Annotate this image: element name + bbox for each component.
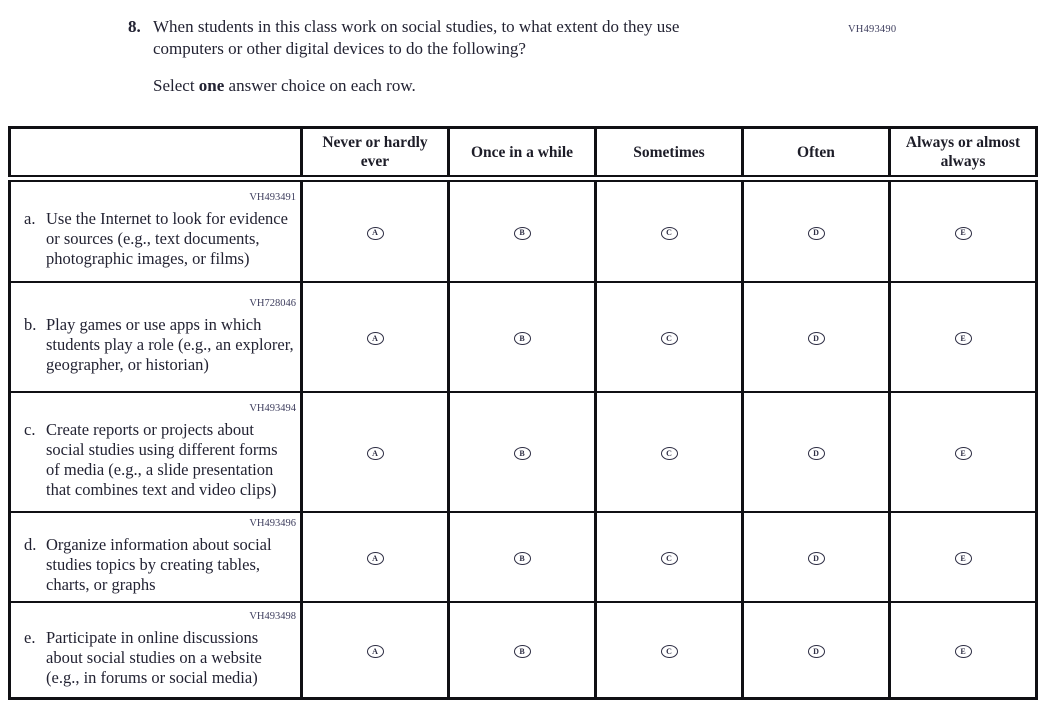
answer-bubble-c-C[interactable]: C bbox=[661, 447, 678, 460]
question-number: 8. bbox=[128, 17, 141, 36]
table-row-e bbox=[10, 602, 1037, 699]
item-text: Create reports or projects about social studies using different forms of media (e.g., a slide presentation that combines text and video clips) bbox=[46, 419, 278, 499]
choice-cell bbox=[890, 179, 1037, 282]
item-cell-a bbox=[10, 179, 302, 282]
table-row-b bbox=[10, 282, 1037, 392]
choice-cell bbox=[596, 602, 743, 699]
table-row-a bbox=[10, 179, 1037, 282]
item-cell-d bbox=[10, 512, 302, 602]
answer-bubble-b-A[interactable]: A bbox=[367, 332, 384, 345]
choice-cell bbox=[596, 282, 743, 392]
answer-bubble-b-B[interactable]: B bbox=[514, 332, 531, 345]
choice-cell bbox=[890, 282, 1037, 392]
item-letter: e. bbox=[24, 627, 36, 647]
question-text: When students in this class work on social studies, to what extent do they use computers or other digital devices to do the following? bbox=[153, 17, 680, 58]
answer-bubble-e-D[interactable]: D bbox=[808, 645, 825, 658]
item-cell-b bbox=[10, 282, 302, 392]
choice-cell bbox=[302, 392, 449, 512]
item-text: Participate in online discussions about social studies on a website (e.g., in forums or social media) bbox=[46, 627, 262, 687]
column-header-once-in-a-while: Once in a while bbox=[449, 128, 596, 179]
instruction-text bbox=[153, 75, 768, 97]
instruction-bold-word: one bbox=[198, 76, 225, 95]
answer-bubble-e-E[interactable]: E bbox=[955, 645, 972, 658]
choice-cell bbox=[596, 179, 743, 282]
answer-bubble-d-A[interactable]: A bbox=[367, 552, 384, 565]
answer-bubble-e-A[interactable]: A bbox=[367, 645, 384, 658]
choice-cell bbox=[743, 179, 890, 282]
choice-cell bbox=[596, 512, 743, 602]
answer-bubble-c-B[interactable]: B bbox=[514, 447, 531, 460]
choice-cell bbox=[449, 602, 596, 699]
answer-bubble-b-E[interactable]: E bbox=[955, 332, 972, 345]
table-row-d bbox=[10, 512, 1037, 602]
choice-cell bbox=[743, 392, 890, 512]
row-id: VH493498 bbox=[249, 610, 296, 622]
answer-bubble-c-D[interactable]: D bbox=[808, 447, 825, 460]
answer-bubble-e-C[interactable]: C bbox=[661, 645, 678, 658]
choice-cell bbox=[890, 512, 1037, 602]
column-header-sometimes: Sometimes bbox=[596, 128, 743, 179]
answer-bubble-a-B[interactable]: B bbox=[514, 227, 531, 240]
answer-bubble-a-A[interactable]: A bbox=[367, 227, 384, 240]
column-header-never: Never or hardly ever bbox=[302, 128, 449, 179]
choice-cell bbox=[743, 512, 890, 602]
item-cell-e bbox=[10, 602, 302, 699]
answer-bubble-d-E[interactable]: E bbox=[955, 552, 972, 565]
answer-bubble-b-D[interactable]: D bbox=[808, 332, 825, 345]
answer-bubble-c-E[interactable]: E bbox=[955, 447, 972, 460]
answer-bubble-a-D[interactable]: D bbox=[808, 227, 825, 240]
choice-cell bbox=[302, 512, 449, 602]
response-grid bbox=[8, 126, 1038, 700]
choice-cell bbox=[449, 512, 596, 602]
question-block bbox=[128, 16, 768, 97]
answer-bubble-e-B[interactable]: B bbox=[514, 645, 531, 658]
choice-cell bbox=[890, 392, 1037, 512]
column-header-always: Always or almost always bbox=[890, 128, 1037, 179]
choice-cell bbox=[743, 602, 890, 699]
row-id: VH493496 bbox=[249, 517, 296, 529]
choice-cell bbox=[449, 179, 596, 282]
item-text: Play games or use apps in which students play a role (e.g., an explorer, geographer, or historian) bbox=[46, 314, 294, 374]
answer-bubble-d-B[interactable]: B bbox=[514, 552, 531, 565]
item-text: Use the Internet to look for evidence or sources (e.g., text documents, photographic images, or films) bbox=[46, 209, 288, 269]
choice-cell bbox=[302, 282, 449, 392]
choice-cell bbox=[449, 282, 596, 392]
choice-cell bbox=[890, 602, 1037, 699]
column-header-often: Often bbox=[743, 128, 890, 179]
item-letter: d. bbox=[24, 534, 37, 554]
question-id: VH493490 bbox=[848, 24, 897, 35]
instruction-prefix: Select bbox=[153, 76, 199, 95]
table-row-c bbox=[10, 392, 1037, 512]
row-id: VH493494 bbox=[249, 402, 296, 414]
answer-bubble-a-E[interactable]: E bbox=[955, 227, 972, 240]
instruction-suffix: answer choice on each row. bbox=[224, 76, 416, 95]
answer-bubble-d-C[interactable]: C bbox=[661, 552, 678, 565]
stub-header-cell bbox=[10, 128, 302, 179]
item-letter: c. bbox=[24, 419, 36, 439]
row-id: VH493491 bbox=[249, 192, 296, 204]
choice-cell bbox=[302, 179, 449, 282]
choice-cell bbox=[743, 282, 890, 392]
header-row bbox=[10, 128, 1037, 179]
item-cell-c bbox=[10, 392, 302, 512]
answer-bubble-b-C[interactable]: C bbox=[661, 332, 678, 345]
answer-bubble-d-D[interactable]: D bbox=[808, 552, 825, 565]
choice-cell bbox=[449, 392, 596, 512]
item-letter: b. bbox=[24, 314, 37, 334]
row-id: VH728046 bbox=[249, 297, 296, 309]
choice-cell bbox=[596, 392, 743, 512]
choice-cell bbox=[302, 602, 449, 699]
answer-bubble-c-A[interactable]: A bbox=[367, 447, 384, 460]
item-text: Organize information about social studies topics by creating tables, charts, or graphs bbox=[46, 534, 272, 594]
item-letter: a. bbox=[24, 209, 36, 229]
answer-bubble-a-C[interactable]: C bbox=[661, 227, 678, 240]
